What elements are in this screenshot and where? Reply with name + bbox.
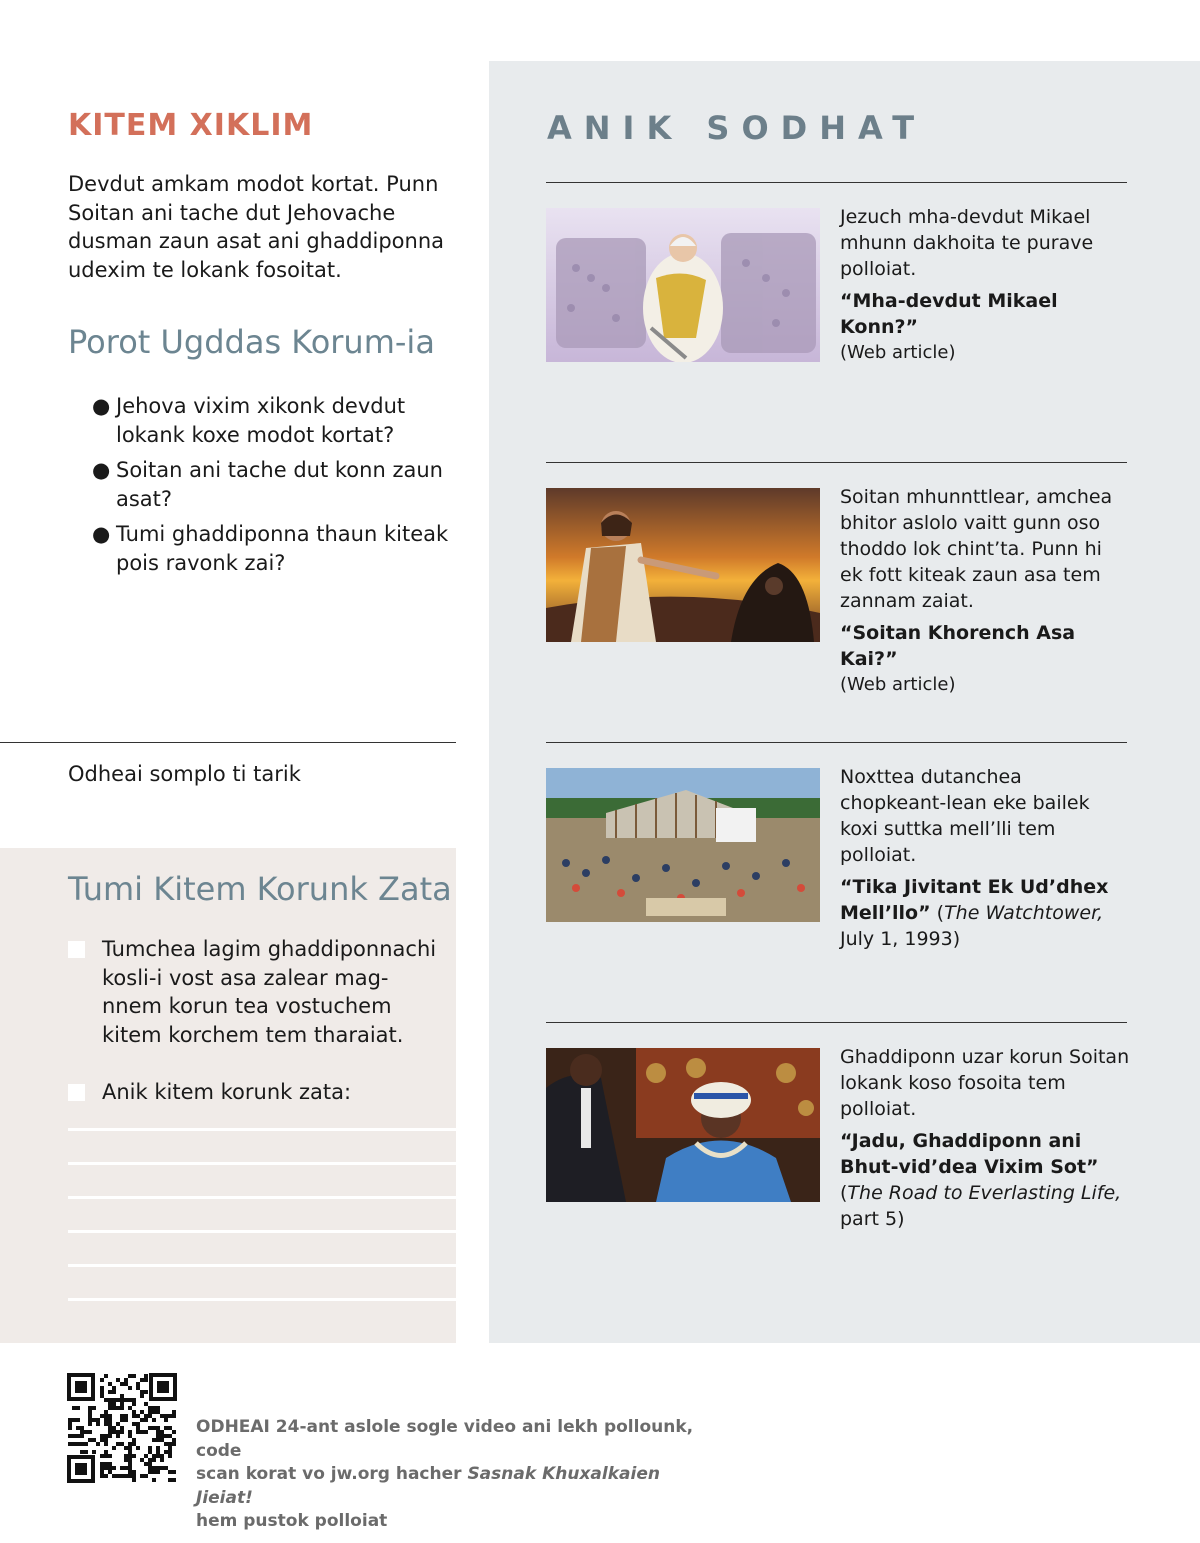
review-title: Porot Ugddas Korum-ia <box>68 323 435 361</box>
next-visit-label: Odheai somplo ti tarik <box>68 762 301 786</box>
qr-code-icon[interactable] <box>67 1373 177 1483</box>
reference-source: (Web article) <box>840 674 956 695</box>
explore-item-description: Jezuch mha-devdut Mikael mhunn dakhoita te purave polloiat. <box>840 206 1094 280</box>
explore-panel <box>489 61 1200 1343</box>
explore-item-description: Soitan mhunnttlear, amchea bhitor aslolo vaitt gunn oso thoddo lok chint’ta. Punn hi ek fott kiteak zaun asa tem zannam zaiat. <box>840 486 1113 612</box>
bullet-icon: ● <box>92 458 111 482</box>
goals-panel <box>0 848 456 1343</box>
explore-item <box>546 182 1127 442</box>
explore-item-description: Ghaddiponn uzar korun Soitan lokank koso fosoita tem polloiat. <box>840 1046 1130 1120</box>
reference-title[interactable]: “Soitan Khorench Asa Kai?” <box>840 622 1076 670</box>
footer-line-1: ODHEAI 24-ant aslole sogle video ani lekh pollounk, code <box>196 1417 694 1461</box>
reference-title[interactable]: “Jadu, Ghaddiponn ani Bhut-vid’dea Vixim Sot” <box>840 1130 1099 1178</box>
footer-book-title: Sasnak Khuxalkaien Jieiat! <box>196 1464 660 1508</box>
footer-text <box>196 1416 716 1534</box>
reference-title[interactable]: “Tika Jivitant Ek Ud’dhex Mell’llo” <box>840 876 1109 924</box>
bullet-icon: ● <box>92 522 111 546</box>
goal-item[interactable] <box>68 1078 443 1107</box>
reference-date: July 1, 1993) <box>840 928 961 950</box>
reference-paren: ( <box>840 1182 848 1204</box>
divider <box>546 1022 1127 1023</box>
review-question <box>90 392 450 449</box>
writing-line[interactable] <box>68 1162 456 1165</box>
goal-item[interactable] <box>68 935 443 1049</box>
reference-citation[interactable] <box>840 874 1130 952</box>
writing-line[interactable] <box>68 1196 456 1199</box>
reference-citation <box>840 1180 1130 1232</box>
writing-line[interactable] <box>68 1298 456 1301</box>
review-question-text: Soitan ani tache dut konn zaun asat? <box>116 458 443 511</box>
review-question <box>90 520 450 577</box>
explore-item <box>546 462 1127 722</box>
footer-line-3: hem pustok polloiat <box>196 1511 388 1531</box>
angel-army-image <box>546 208 820 362</box>
writing-line[interactable] <box>68 1128 456 1131</box>
explore-title: ANIK SODHAT <box>547 109 927 147</box>
review-question <box>90 456 450 513</box>
summary-title: KITEM XIKLIM <box>68 108 314 143</box>
goal-checkbox[interactable] <box>68 1084 85 1101</box>
writing-line[interactable] <box>68 1230 456 1233</box>
explore-item-description: Noxttea dutanchea chopkeant-lean eke bailek koxi suttka mell’lli tem polloiat. <box>840 766 1090 866</box>
goal-text: Tumchea lagim ghaddiponnachi kosli-i vost asa zalear mag-nnem korun tea vostuchem kitem korchem tem tharaiat. <box>102 937 437 1047</box>
bullet-icon: ● <box>92 394 111 418</box>
explore-item-text <box>840 1044 1130 1232</box>
explore-item <box>546 1022 1130 1322</box>
summary-text: Devdut amkam modot kortat. Punn Soitan ani tache dut Jehovache dusman zaun asat ani ghaddiponna udexim te lokank fosoitat. <box>68 172 445 282</box>
goals-title: Tumi Kitem Korunk Zata <box>68 870 452 908</box>
goal-checkbox[interactable] <box>68 941 85 958</box>
writing-line[interactable] <box>68 1264 456 1267</box>
explore-item <box>546 742 1127 1002</box>
witch-doctor-image <box>546 1048 820 1202</box>
reference-title[interactable]: “Mha-devdut Mikael Konn?” <box>840 290 1058 338</box>
reference-publication: The Road to Everlasting Life, <box>847 1182 1122 1204</box>
footer-line-2: scan korat vo jw.org hacher <box>196 1464 468 1484</box>
divider <box>546 182 1127 183</box>
divider <box>0 742 456 743</box>
divider <box>546 462 1127 463</box>
reference-publication: The Watchtower, <box>944 902 1104 924</box>
divider <box>546 742 1127 743</box>
explore-item-text <box>840 484 1130 698</box>
reference-paren: ( <box>930 902 945 924</box>
reference-part: part 5) <box>840 1208 905 1230</box>
construction-image <box>546 768 820 922</box>
goal-text: Anik kitem korunk zata: <box>102 1080 352 1104</box>
explore-item-text <box>840 764 1130 952</box>
review-questions <box>90 392 450 584</box>
reference-source: (Web article) <box>840 342 956 363</box>
jesus-satan-image <box>546 488 820 642</box>
review-question-text: Tumi ghaddiponna thaun kiteak pois ravonk zai? <box>116 522 449 575</box>
explore-item-text <box>840 204 1130 366</box>
review-question-text: Jehova vixim xikonk devdut lokank koxe modot kortat? <box>116 394 406 447</box>
